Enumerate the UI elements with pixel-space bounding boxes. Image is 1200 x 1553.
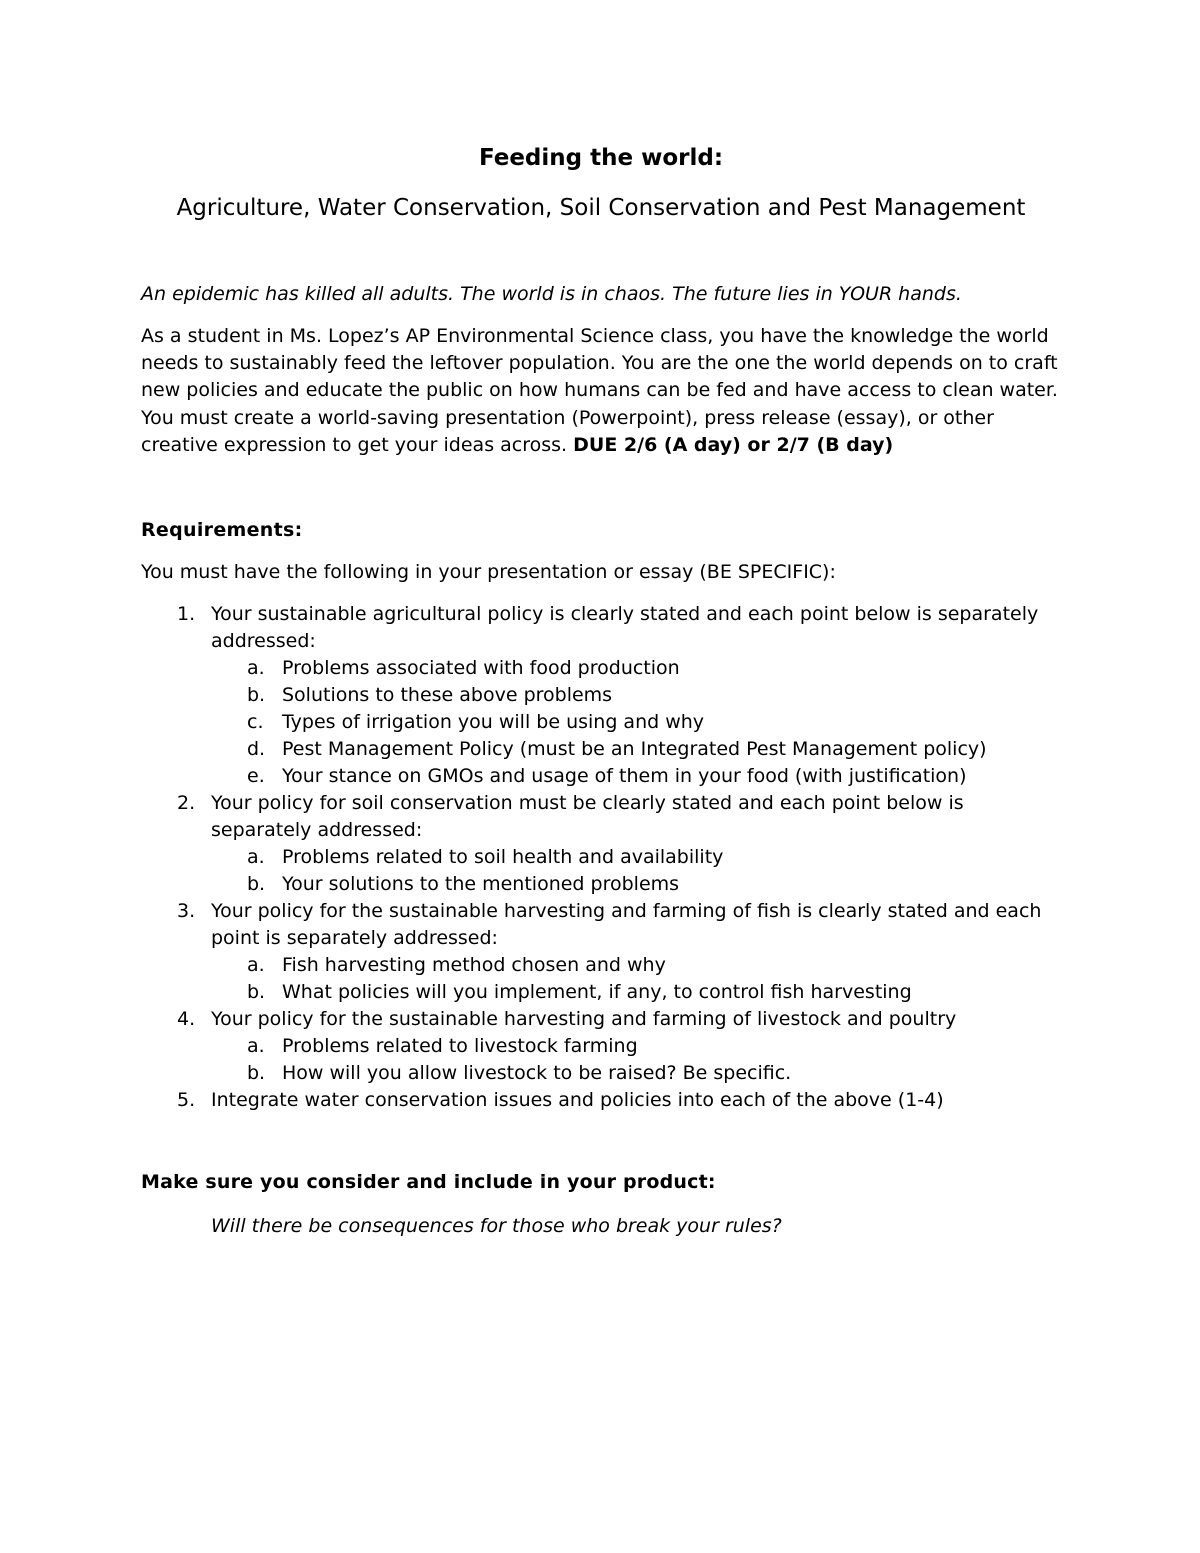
due-date: DUE 2/6 (A day) or 2/7 (B day) <box>573 433 894 456</box>
requirement-text: Your policy for soil conservation must be clearly stated and each point below is separately addressed: <box>211 792 964 842</box>
sub-requirement-item <box>211 736 1061 763</box>
requirement-number: 2. <box>177 792 196 815</box>
sub-requirements-list <box>211 1033 1061 1087</box>
sub-requirement-letter: d. <box>247 738 266 761</box>
requirement-number: 4. <box>177 1008 196 1031</box>
document-subtitle: Agriculture, Water Conservation, Soil Conservation and Pest Management <box>176 195 1026 221</box>
sub-requirements-list <box>211 655 1061 790</box>
sub-requirement-letter: c. <box>247 711 264 734</box>
sub-requirement-text: How will you allow livestock to be raised? Be specific. <box>282 1062 792 1085</box>
sub-requirement-letter: a. <box>247 954 265 977</box>
sub-requirement-letter: a. <box>247 657 265 680</box>
consider-heading: Make sure you consider and include in your product: <box>141 1171 716 1194</box>
sub-requirement-text: Types of irrigation you will be using and why <box>282 711 705 734</box>
intro-text: An epidemic has killed all adults. The world is in chaos. The future lies in YOUR hands. <box>141 283 962 305</box>
sub-requirement-item <box>211 952 1061 979</box>
sub-requirement-item <box>211 1033 1061 1060</box>
sub-requirement-letter: b. <box>247 981 266 1004</box>
sub-requirements-list <box>211 952 1061 1006</box>
sub-requirement-item <box>211 709 1061 736</box>
requirement-text: Your sustainable agricultural policy is clearly stated and each point below is separately addressed: <box>211 603 1039 653</box>
requirement-number: 1. <box>177 603 196 626</box>
sub-requirement-text: Your solutions to the mentioned problems <box>282 873 680 896</box>
requirement-item <box>141 898 1061 1006</box>
assignment-paragraph-text: As a student in Ms. Lopez’s AP Environmental Science class, you have the knowledge the world needs to sustainably feed the leftover population. You are the one the world depends on to craft new policies and educate the public on how humans can be fed and have access to clean water. You must create a world-saving presentation (Powerpoint), press release (essay), or other creative expression to get your ideas across. <box>141 325 1058 456</box>
sub-requirement-letter: a. <box>247 846 265 869</box>
consider-question: Will there be consequences for those who break your rules? <box>211 1215 782 1238</box>
sub-requirement-text: What policies will you implement, if any, to control fish harvesting <box>282 981 912 1004</box>
sub-requirement-letter: b. <box>247 684 266 707</box>
sub-requirement-item <box>211 682 1061 709</box>
sub-requirement-letter: b. <box>247 1062 266 1085</box>
requirement-item <box>141 1087 1061 1114</box>
requirements-list <box>141 601 1061 1114</box>
sub-requirement-item <box>211 763 1061 790</box>
document-title: Feeding the world: <box>478 145 724 171</box>
document-page <box>141 140 1061 1239</box>
sub-requirement-item <box>211 871 1061 898</box>
requirement-text: Integrate water conservation issues and policies into each of the above (1-4) <box>211 1089 944 1112</box>
sub-requirement-item <box>211 655 1061 682</box>
sub-requirement-text: Your stance on GMOs and usage of them in your food (with justification) <box>282 765 967 788</box>
sub-requirement-item <box>211 844 1061 871</box>
requirement-item <box>141 601 1061 790</box>
sub-requirement-text: Pest Management Policy (must be an Integrated Pest Management policy) <box>282 738 987 761</box>
requirement-text: Your policy for the sustainable harvesting and farming of fish is clearly stated and each point is separately addressed: <box>211 900 1042 950</box>
requirement-number: 3. <box>177 900 196 923</box>
sub-requirement-letter: e. <box>247 765 265 788</box>
requirement-item <box>141 790 1061 898</box>
sub-requirement-text: Problems associated with food production <box>282 657 680 680</box>
requirements-intro: You must have the following in your presentation or essay (BE SPECIFIC): <box>141 561 836 584</box>
assignment-paragraph <box>141 323 1061 459</box>
requirement-number: 5. <box>177 1089 196 1112</box>
sub-requirement-item <box>211 979 1061 1006</box>
requirement-item <box>141 1006 1061 1087</box>
sub-requirement-text: Fish harvesting method chosen and why <box>282 954 666 977</box>
sub-requirement-letter: a. <box>247 1035 265 1058</box>
sub-requirement-letter: b. <box>247 873 266 896</box>
requirement-text: Your policy for the sustainable harvesting and farming of livestock and poultry <box>211 1008 957 1031</box>
sub-requirement-text: Problems related to soil health and availability <box>282 846 724 869</box>
sub-requirement-text: Solutions to these above problems <box>282 684 613 707</box>
requirements-heading: Requirements: <box>141 519 303 542</box>
sub-requirement-item <box>211 1060 1061 1087</box>
sub-requirements-list <box>211 844 1061 898</box>
sub-requirement-text: Problems related to livestock farming <box>282 1035 638 1058</box>
